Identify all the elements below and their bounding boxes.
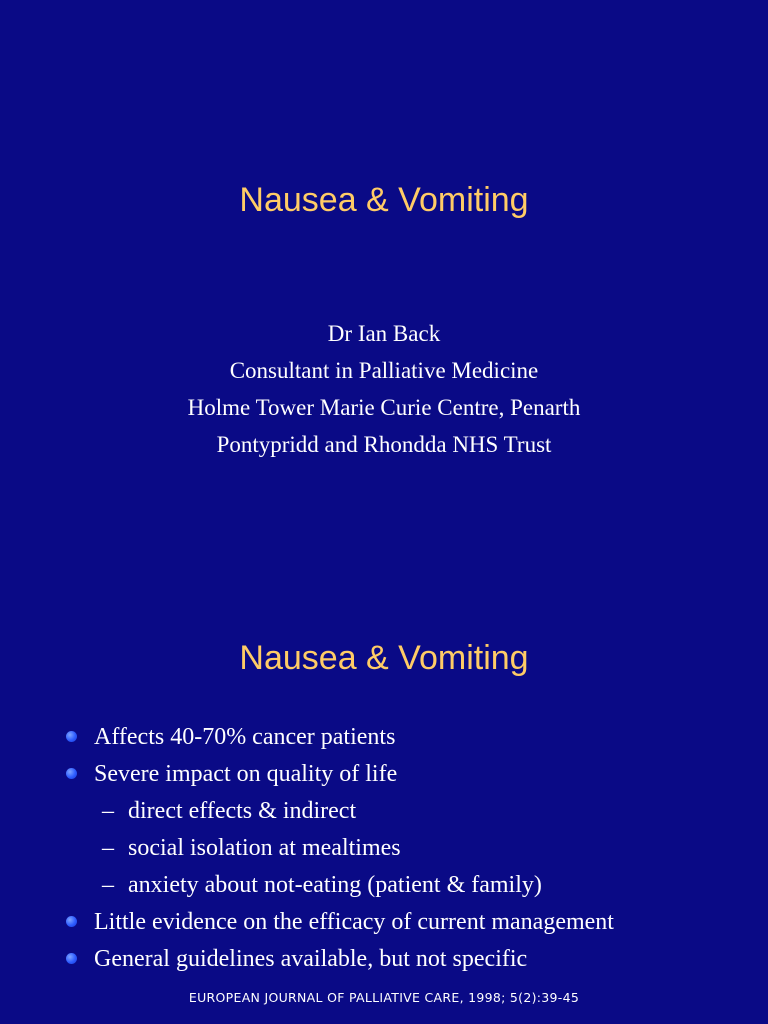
- sub-bullet-text: social isolation at mealtimes: [128, 835, 401, 861]
- slide-title: Nausea & Vomiting: [239, 639, 529, 677]
- sub-bullet-item: [0, 867, 768, 904]
- content-slide: [0, 576, 768, 1024]
- bullet-text: General guidelines available, but not specific: [94, 946, 528, 972]
- sub-bullet-text: direct effects & indirect: [128, 798, 357, 824]
- author-institution: Holme Tower Marie Curie Centre, Penarth: [187, 395, 581, 420]
- author-role: Consultant in Palliative Medicine: [229, 358, 539, 383]
- bullet-text: Severe impact on quality of life: [94, 761, 398, 787]
- dash-icon: –: [102, 835, 114, 861]
- bullet-item: [0, 904, 768, 941]
- author-block: [0, 315, 768, 463]
- bullet-item: [0, 756, 768, 793]
- sub-bullet-item: [0, 793, 768, 830]
- sub-bullet-item: [0, 830, 768, 867]
- bullet-item: [0, 719, 768, 756]
- sub-bullet-text: anxiety about not-eating (patient & family): [128, 872, 542, 898]
- dash-icon: –: [102, 872, 114, 898]
- citation-footer: EUROPEAN JOURNAL OF PALLIATIVE CARE, 1998; 5(2):39-45: [188, 990, 580, 1005]
- bullet-text: Little evidence on the efficacy of current management: [94, 909, 614, 935]
- bullet-dot-icon: [66, 953, 77, 964]
- dash-icon: –: [102, 798, 114, 824]
- bullet-dot-icon: [66, 916, 77, 927]
- bullet-item: [0, 941, 768, 978]
- bullet-list: [0, 719, 768, 978]
- slide-title: Nausea & Vomiting: [239, 181, 529, 219]
- bullet-dot-icon: [66, 768, 77, 779]
- author-trust: Pontypridd and Rhondda NHS Trust: [216, 432, 552, 457]
- bullet-dot-icon: [66, 731, 77, 742]
- author-name: Dr Ian Back: [327, 321, 441, 346]
- bullet-text: Affects 40-70% cancer patients: [94, 724, 396, 750]
